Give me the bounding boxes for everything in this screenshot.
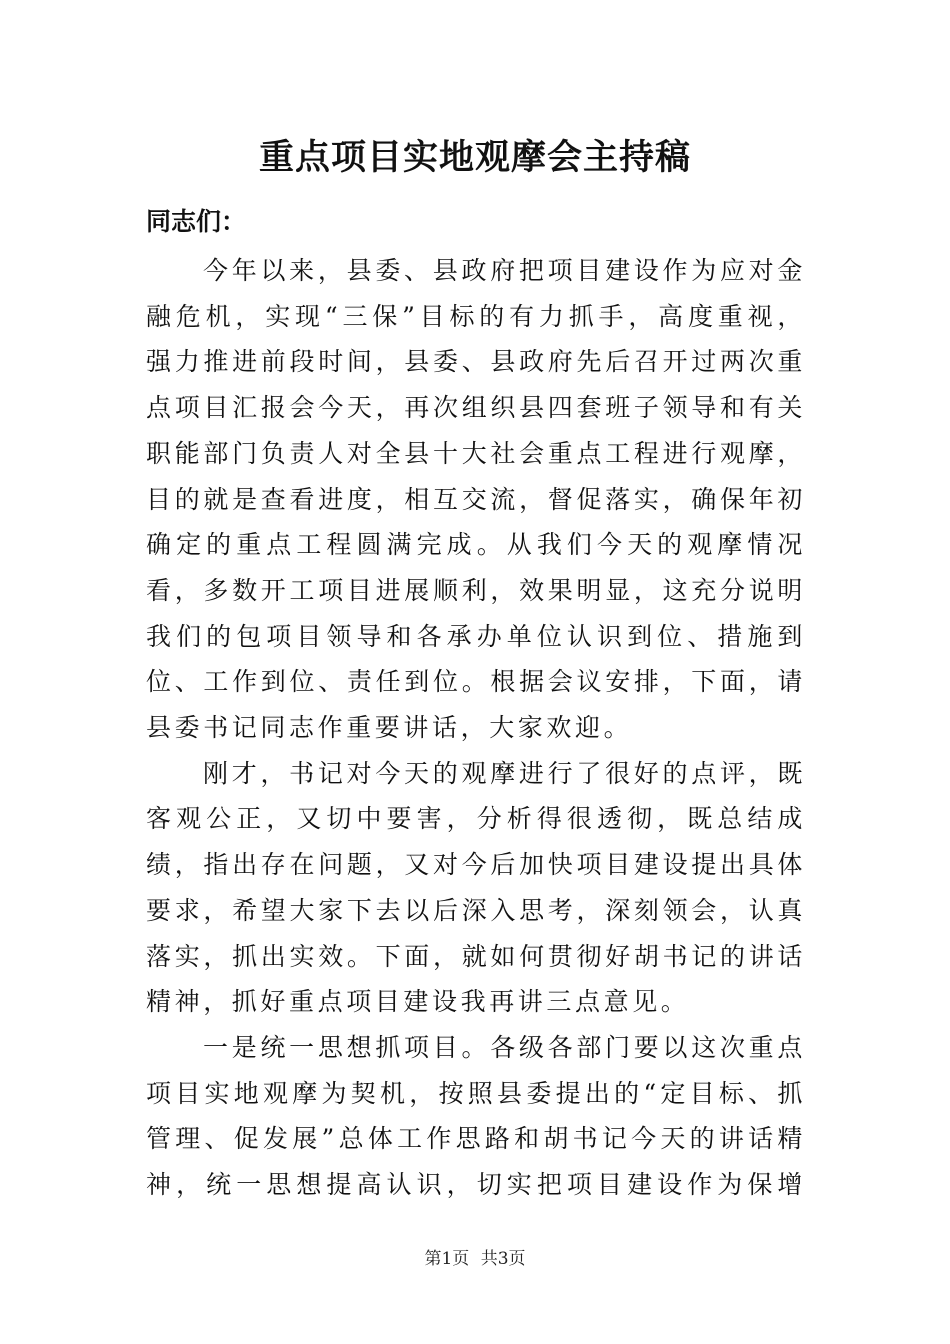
page-number: 第1页 [424, 1249, 470, 1269]
document-body [146, 248, 806, 1216]
paragraph-1: 今年以来，县委、县政府把项目建设作为应对金融危机，实现“三保”目标的有力抓手，高度重视，强力推进前段时间，县委、县政府先后召开过两次重点项目汇报会今天，再次组织县四套班子领导和有关职能部门负责人对全县十大社会重点工程进行观摩，目的就是查看进度，相互交流，督促落实，确保年初确定的重点工程圆满完成。从我们今天的观摩情况看，多数开工项目进展顺利，效果明显，这充分说明我们的包项目领导和各承办单位认识到位、措施到位、工作到位、责任到位。根据会议安排，下面，请县委书记同志作重要讲话，大家欢迎。 [146, 256, 806, 743]
page-footer [0, 1244, 950, 1269]
document-body-clip [140, 248, 820, 1216]
paragraph-3: 一是统一思想抓项目。各级各部门要以这次重点项目实地观摩为契机，按照县委提出的“定目标、抓管理、促发展”总体工作思路和胡书记今天的讲话精神，统一思想提高认识，切实把项目建设作为保增 [146, 1032, 806, 1200]
document-title: 重点项目实地观摩会主持稿 [258, 137, 691, 178]
page-total: 共3页 [480, 1249, 526, 1269]
paragraph-2: 刚才，书记对今天的观摩进行了很好的点评，既客观公正，又切中要害，分析得很透彻，既总结成绩，指出存在问题，又对今后加快项目建设提出具体要求，希望大家下去以后深入思考，深刻领会，认真落实，抓出实效。下面，就如何贯彻好胡书记的讲话精神，抓好重点项目建设我再讲三点意见。 [146, 758, 806, 1017]
salutation: 同志们： [146, 207, 247, 236]
